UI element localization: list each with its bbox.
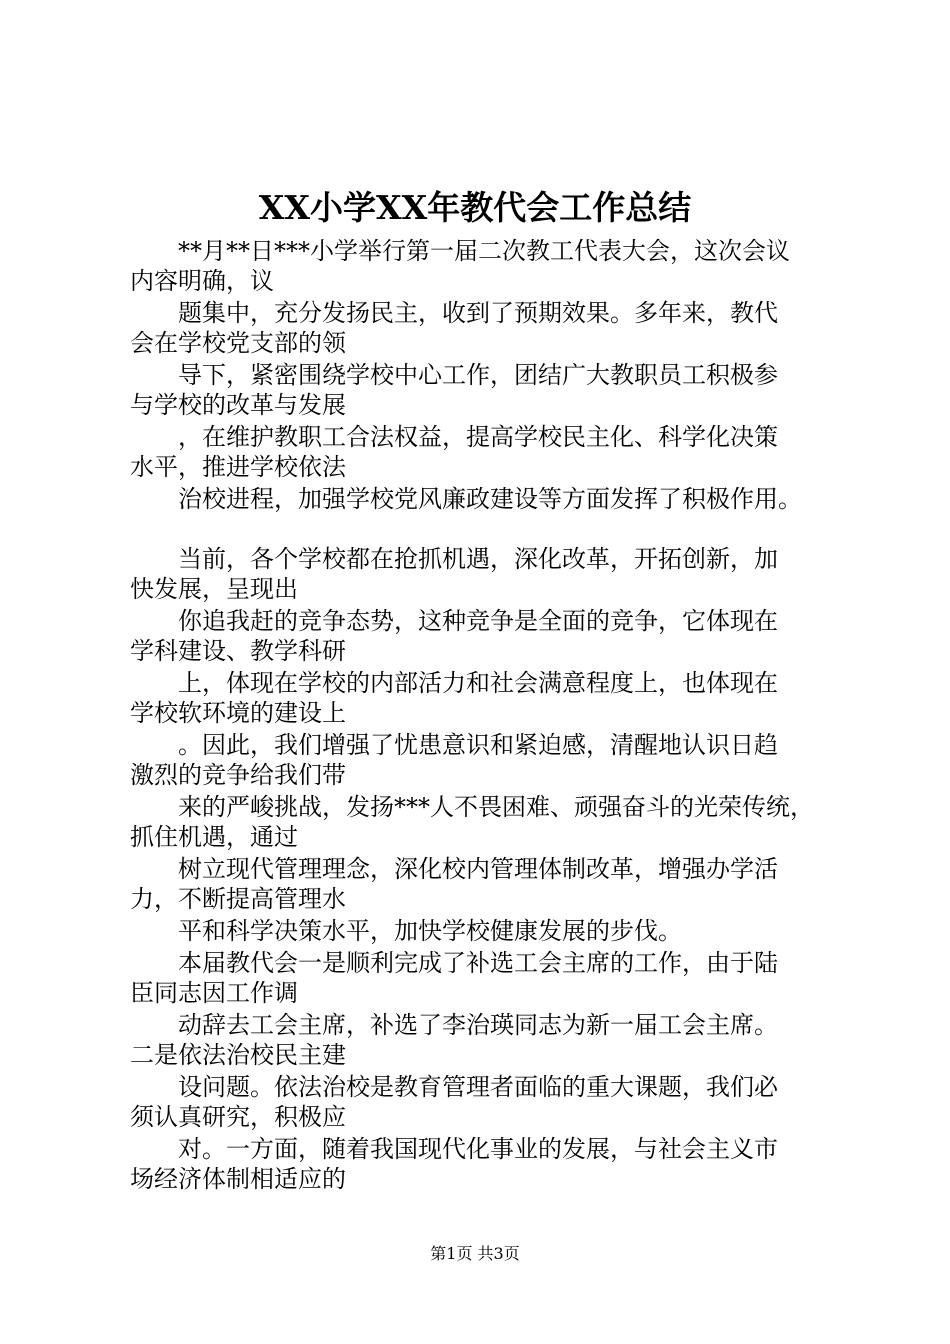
document-title: XX小学XX年教代会工作总结 <box>258 188 692 227</box>
paragraph-line: 学科建设、教学科研 <box>130 637 346 665</box>
paragraph-line: 抓住机遇，通过 <box>130 823 298 851</box>
page-footer <box>0 1242 950 1266</box>
paragraph-line: 导下，紧密围绕学校中心工作，团结广大教职员工积极参 <box>178 361 778 389</box>
paragraph-line: 二是依法治校民主建 <box>130 1041 346 1069</box>
document-body <box>130 236 860 1194</box>
paragraph-line: 学校软环境的建设上 <box>130 699 346 727</box>
paragraph-line: 题集中，充分发扬民主，收到了预期效果。多年来，教代 <box>178 299 778 327</box>
paragraph-line: 快发展，呈现出 <box>130 575 298 603</box>
paragraph-line: 来的严峻挑战，发扬***人不畏困难、顽强奋斗的光荣传统， <box>178 793 814 821</box>
paragraph <box>130 606 860 666</box>
paragraph <box>130 236 860 296</box>
paragraph-line: 臣同志因工作调 <box>130 979 298 1007</box>
paragraph-line: 平和科学决策水平，加快学校健康发展的步伐。 <box>178 917 682 945</box>
paragraph <box>130 1072 860 1132</box>
paragraph-line: 内容明确，议 <box>130 267 274 295</box>
paragraph <box>130 916 860 946</box>
paragraph-line: 当前，各个学校都在抢抓机遇，深化改革，开拓创新，加 <box>178 545 778 573</box>
paragraph-line: 对。一方面，随着我国现代化事业的发展，与社会主义市 <box>178 1135 778 1163</box>
paragraph <box>130 422 860 482</box>
paragraph-line: 设问题。依法治校是教育管理者面临的重大课题，我们必 <box>178 1073 778 1101</box>
paragraph <box>130 298 860 358</box>
paragraph-line: 会在学校党支部的领 <box>130 329 346 357</box>
paragraph <box>130 544 860 604</box>
paragraph <box>130 484 860 514</box>
paragraph-line: 动辞去工会主席，补选了李治瑛同志为新一届工会主席。 <box>178 1011 778 1039</box>
paragraph-line: 力，不断提高管理水 <box>130 885 346 913</box>
paragraph-line: 场经济体制相适应的 <box>130 1165 346 1193</box>
paragraph-line: **月**日***小学举行第一届二次教工代表大会，这次会议 <box>178 237 790 265</box>
paragraph <box>130 668 860 728</box>
paragraph-line: 激烈的竞争给我们带 <box>130 761 346 789</box>
paragraph-line: 本届教代会一是顺利完成了补选工会主席的工作，由于陆 <box>178 949 778 977</box>
paragraph-line: 你追我赶的竞争态势，这种竞争是全面的竞争，它体现在 <box>178 607 778 635</box>
paragraph-line: 上，体现在学校的内部活力和社会满意程度上，也体现在 <box>178 669 778 697</box>
paragraph-line: 与学校的改革与发展 <box>130 391 346 419</box>
paragraph <box>130 1010 860 1070</box>
paragraph-line: 。因此，我们增强了忧患意识和紧迫感，清醒地认识日趋 <box>178 731 778 759</box>
paragraph <box>130 854 860 914</box>
paragraph <box>130 1134 860 1194</box>
paragraph-gap <box>130 514 860 544</box>
paragraph <box>130 360 860 420</box>
paragraph-line: 水平，推进学校依法 <box>130 453 346 481</box>
paragraph-line: 治校进程，加强学校党风廉政建设等方面发挥了积极作用。 <box>178 485 802 513</box>
paragraph-line: 须认真研究，积极应 <box>130 1103 346 1131</box>
paragraph <box>130 792 860 852</box>
paragraph <box>130 730 860 790</box>
paragraph <box>130 948 860 1008</box>
paragraph-line: ，在维护教职工合法权益，提高学校民主化、科学化决策 <box>178 423 778 451</box>
paragraph-line: 树立现代管理理念，深化校内管理体制改革，增强办学活 <box>178 855 778 883</box>
page-number: 第1页 共3页 <box>430 1244 520 1263</box>
